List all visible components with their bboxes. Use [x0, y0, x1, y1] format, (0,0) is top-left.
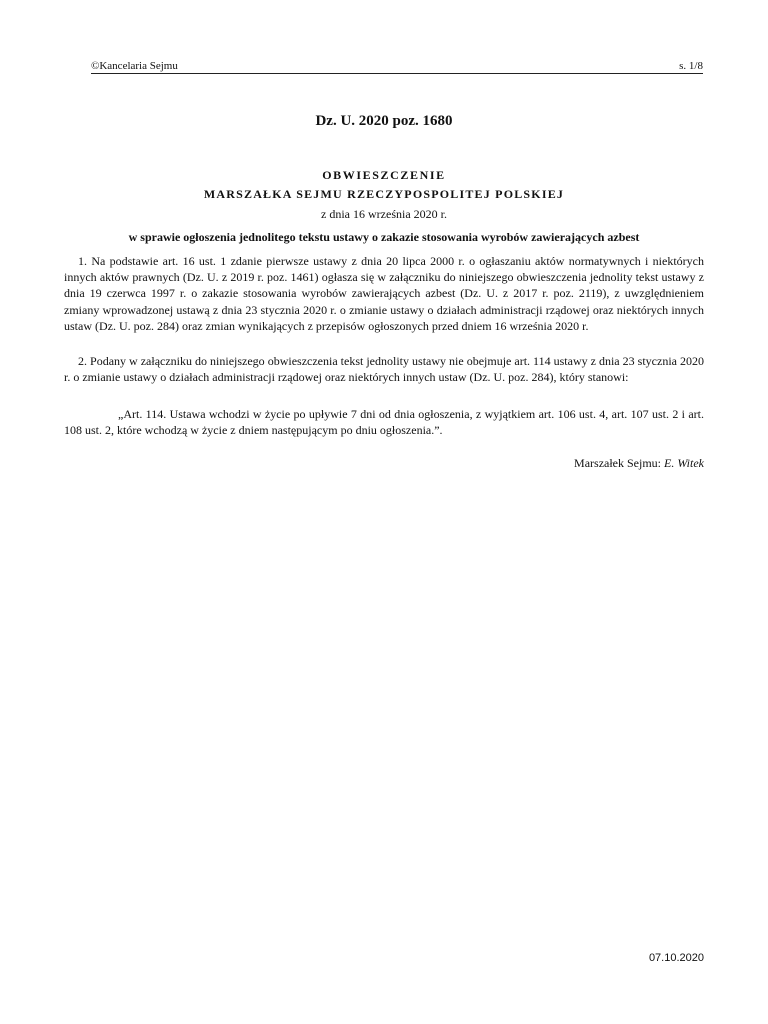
header-page-number: s. 1/8 [679, 60, 703, 72]
paragraph-1: 1. Na podstawie art. 16 ust. 1 zdanie pierwsze ustawy z dnia 20 lipca 2000 r. o ogłaszaniu aktów normatywnych i niektórych innych aktów prawnych (Dz. U. z 2019 r. poz. 1461) ogłasza się w załączniku do niniejszego obwieszczenia jednolity tekst ustawy z dnia 19 czerwca 1997 r. o zakazie stosowania wyrobów zawierających azbest (Dz. U. z 2017 r. poz. 2119), z uwzględnieniem zmiany wprowadzonej ustawą z dnia 23 stycznia 2020 r. o zmianie ustawy o działach administracji rządowej oraz niektórych innych ustaw (Dz. U. poz. 284) oraz zmian wynikających z przepisów ogłoszonych przed dniem 16 września 2020 r. [64, 254, 704, 333]
page-header [91, 59, 703, 74]
signature-name: E. Witek [664, 456, 704, 470]
journal-reference: Dz. U. 2020 poz. 1680 [315, 113, 453, 129]
quoted-article: „Art. 114. Ustawa wchodzi w życie po upływie 7 dni od dnia ogłoszenia, z wyjątkiem art. 106 ust. 4, art. 107 ust. 2 i art. 108 ust. 2, które wchodzą w życie z dniem następującym po dniu ogłoszenia.”. [64, 407, 704, 438]
signature-label: Marszałek Sejmu: [574, 456, 662, 470]
footer-date: 07.10.2020 [648, 952, 704, 964]
document-subject: w sprawie ogłoszenia jednolitego tekstu ustawy o zakazie stosowania wyrobów zawierających azbest [128, 230, 640, 244]
document-title: OBWIESZCZENIE [322, 168, 446, 182]
header-publisher: ©Kancelaria Sejmu [91, 60, 178, 72]
signature [574, 456, 704, 470]
paragraph-2: 2. Podany w załączniku do niniejszego obwieszczenia tekst jednolity ustawy nie obejmuje art. 114 ustawy z dnia 23 stycznia 2020 r. o zmianie ustawy o działach administracji rządowej oraz niektórych innych ustaw (Dz. U. poz. 284), który stanowi: [64, 354, 704, 385]
issuer-title: MARSZAŁKA SEJMU RZECZYPOSPOLITEJ POLSKIEJ [203, 187, 565, 201]
issue-date: z dnia 16 września 2020 r. [321, 207, 447, 221]
